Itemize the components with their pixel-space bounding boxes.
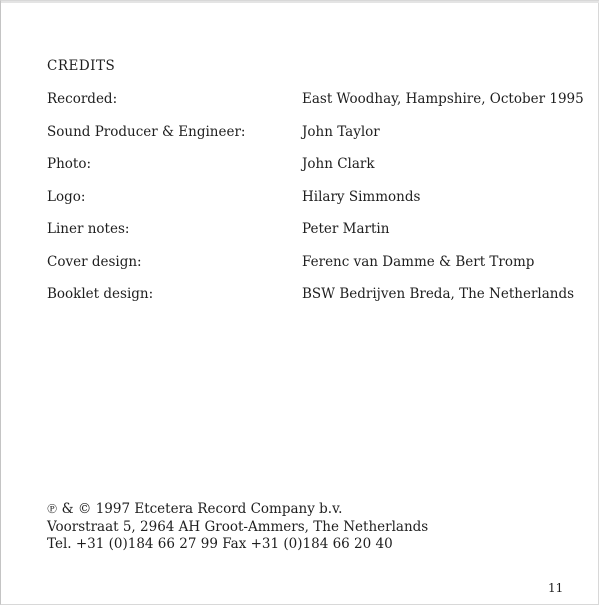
credit-label: Photo:	[47, 156, 92, 172]
copyright-icon: ©	[77, 501, 92, 517]
contact-line: Tel. +31 (0)184 66 27 99 Fax +31 (0)184 66 20 40	[47, 536, 393, 552]
copyright-text: 1997 Etcetera Record Company b.v.	[95, 501, 343, 517]
credit-row-sound-producer	[47, 124, 567, 157]
scan-edge	[1, 1, 599, 3]
credit-row-booklet-design	[47, 286, 575, 319]
credits-list	[47, 91, 584, 319]
credit-value: Peter Martin	[302, 221, 390, 237]
credit-label: Liner notes:	[47, 221, 130, 237]
credit-value: John Taylor	[302, 123, 380, 140]
credit-value: Ferenc van Damme & Bert Tromp	[302, 253, 535, 270]
copyright-line	[47, 501, 428, 519]
credit-value: John Clark	[302, 156, 375, 172]
credit-row-recorded	[47, 91, 584, 124]
credit-label: Sound Producer & Engineer:	[47, 123, 246, 140]
credit-row-liner-notes	[47, 221, 567, 254]
phonogram-icon: ℗	[47, 501, 58, 517]
credit-value: East Woodhay, Hampshire, October 1995	[302, 91, 584, 107]
credits-heading: CREDITS	[47, 58, 116, 74]
ampersand: &	[61, 501, 74, 517]
credit-label: Recorded:	[47, 91, 118, 107]
credit-label: Logo:	[47, 188, 86, 205]
credit-row-logo	[47, 189, 567, 222]
copyright-block	[47, 501, 428, 554]
page-number: 11	[548, 581, 564, 595]
credit-value: BSW Bedrijven Breda, The Netherlands	[302, 286, 575, 302]
credit-row-cover-design	[47, 254, 567, 287]
credit-row-photo	[47, 156, 567, 189]
credit-value: Hilary Simmonds	[302, 188, 421, 205]
credit-label: Booklet design:	[47, 286, 154, 302]
credit-label: Cover design:	[47, 253, 142, 270]
address-line: Voorstraat 5, 2964 AH Groot-Ammers, The Netherlands	[47, 518, 429, 535]
